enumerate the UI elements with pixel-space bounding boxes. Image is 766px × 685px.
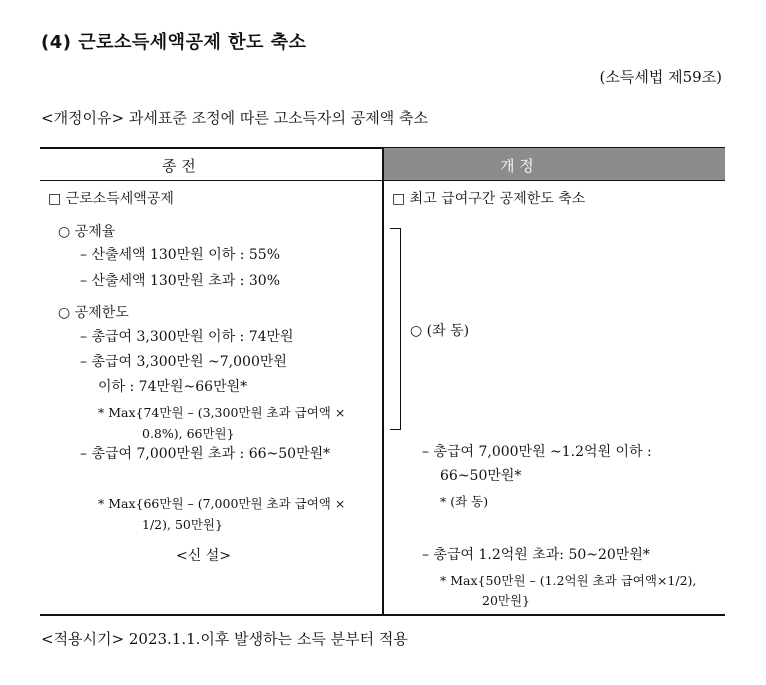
table-bottom-border (40, 614, 725, 616)
same-as-left: ○ (좌 동) (410, 323, 470, 339)
right-item-1-line1: – 총급여 7,000만원 ~1.2억원 이하 : (422, 444, 652, 460)
right-section-heading: □ 최고 급여구간 공제한도 축소 (392, 191, 586, 207)
header-after: 개 정 (500, 157, 534, 175)
limit-item-3: – 총급여 7,000만원 초과 : 66~50만원* (80, 446, 331, 462)
limit-heading: ○ 공제한도 (58, 305, 129, 321)
new-provision-label: <신 설> (176, 548, 231, 564)
section-title: (4) 근로소득세액공제 한도 축소 (41, 32, 307, 53)
right-item-1-line2: 66~50만원* (440, 468, 522, 484)
limit-note-2-line2: 1/2), 50만원} (142, 517, 223, 532)
header-before: 종 전 (162, 157, 196, 175)
bracket-marker (390, 228, 401, 430)
law-reference: (소득세법 제59조) (599, 68, 722, 86)
header-right-shade (383, 148, 725, 180)
limit-item-2-line1: – 총급여 3,300만원 ~7,000만원 (80, 354, 287, 370)
limit-item-1: – 총급여 3,300만원 이하 : 74만원 (80, 329, 294, 345)
right-item-2-note-line2: 20만원} (482, 593, 531, 608)
right-item-2: – 총급여 1.2억원 초과: 50~20만원* (422, 547, 650, 563)
rate-item-2: – 산출세액 130만원 초과 : 30% (80, 273, 280, 289)
right-item-1-note: * (좌 동) (440, 494, 489, 509)
column-divider (382, 147, 384, 615)
limit-note-1-line1: * Max{74만원 – (3,300만원 초과 급여액 × (98, 405, 346, 420)
limit-note-2-line1: * Max{66만원 – (7,000만원 초과 급여액 × (98, 496, 346, 511)
rate-heading: ○ 공제율 (58, 224, 116, 240)
amendment-reason: <개정이유> 과세표준 조정에 따른 고소득자의 공제액 축소 (41, 109, 429, 127)
limit-note-1-line2: 0.8%), 66만원} (142, 426, 235, 441)
limit-item-2-line2: 이하 : 74만원~66만원* (98, 379, 248, 395)
effective-date: <적용시기> 2023.1.1.이후 발생하는 소득 분부터 적용 (41, 630, 408, 648)
left-section-heading: □ 근로소득세액공제 (48, 191, 174, 207)
rate-item-1: – 산출세액 130만원 이하 : 55% (80, 247, 280, 263)
right-item-2-note-line1: * Max{50만원 – (1.2억원 초과 급여액×1/2), (440, 573, 697, 588)
